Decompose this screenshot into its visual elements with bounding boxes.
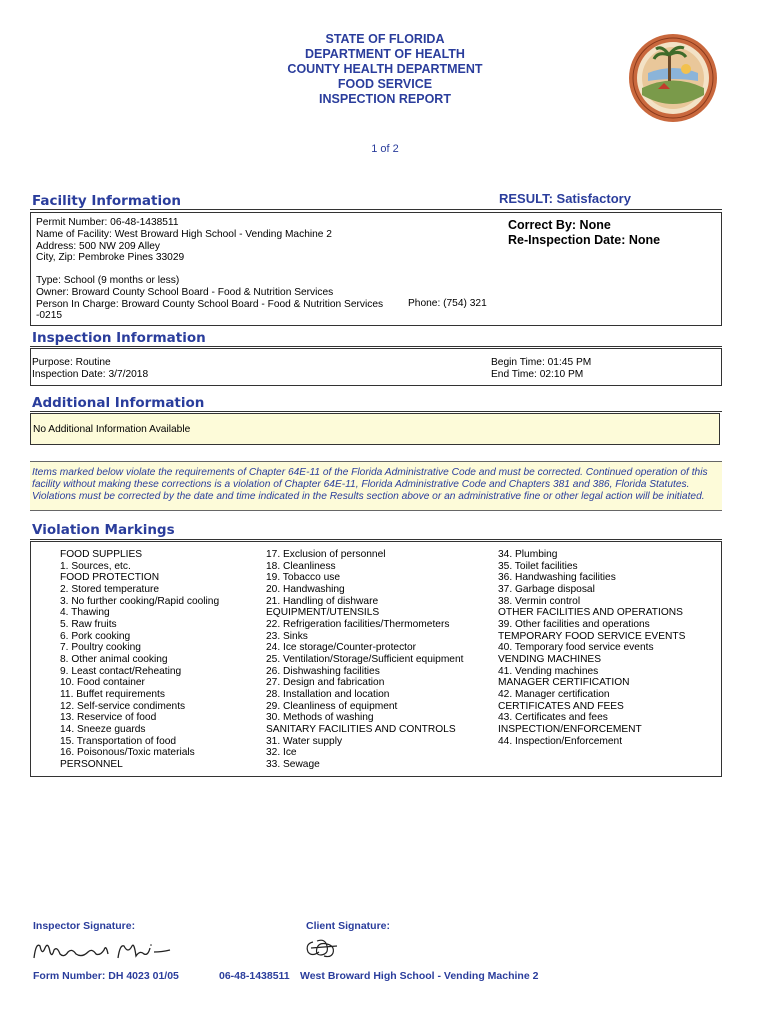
permit-number: Permit Number: 06-48-1438511: [36, 217, 179, 228]
facility-type: Type: School (9 months or less): [36, 275, 180, 286]
correct-by: Correct By: None: [508, 218, 611, 232]
result-status: RESULT: Satisfactory: [499, 191, 631, 206]
header-line: COUNTY HEALTH DEPARTMENT: [287, 62, 483, 76]
notice-line: Violations must be corrected by the date and time indicated in the Results section above or an administrative fine or other legal action will be initiated.: [32, 491, 705, 502]
violation-item: 12. Self-service condiments: [60, 700, 186, 712]
violation-item: 23. Sinks: [266, 630, 308, 642]
violation-item: 15. Transportation of food: [60, 735, 177, 747]
violation-item: 41. Vending machines: [498, 665, 599, 677]
violation-item: OTHER FACILITIES AND OPERATIONS: [498, 607, 683, 619]
form-number: Form Number: DH 4023 01/05: [33, 970, 179, 982]
violation-item: TEMPORARY FOOD SERVICE EVENTS: [498, 630, 686, 642]
violation-item: 9. Least contact/Reheating: [60, 665, 182, 677]
violation-item: 19. Tobacco use: [266, 572, 341, 584]
notice-line: Items marked below violate the requirements of Chapter 64E-11 of the Florida Administrative Code and must be corrected. Continued operation of this: [32, 467, 708, 478]
violation-item: EQUIPMENT/UTENSILS: [266, 607, 380, 619]
violation-item: MANAGER CERTIFICATION: [498, 677, 630, 689]
state-seal-icon: [628, 33, 718, 123]
violation-item: 11. Buffet requirements: [60, 688, 165, 700]
violation-item: 14. Sneeze guards: [60, 723, 146, 735]
violation-item: 35. Toilet facilities: [498, 560, 578, 572]
header-line: DEPARTMENT OF HEALTH: [305, 47, 465, 61]
correction-info: [508, 218, 660, 248]
violation-item: 39. Other facilities and operations: [498, 618, 650, 630]
inspector-signature-label: Inspector Signature:: [33, 920, 136, 932]
violation-item: 43. Certificates and fees: [498, 712, 608, 724]
begin-time: Begin Time: 01:45 PM: [491, 357, 592, 368]
divider: [30, 411, 722, 412]
facility-city: City, Zip: Pembroke Pines 33029: [36, 252, 185, 264]
violation-item: 34. Plumbing: [498, 549, 558, 560]
end-time: End Time: 02:10 PM: [491, 368, 584, 380]
inspection-section-title: Inspection Information: [32, 330, 206, 346]
inspection-details: [32, 357, 148, 381]
violation-item: 24. Ice storage/Counter-protector: [266, 642, 417, 654]
additional-section-title: Additional Information: [32, 395, 205, 411]
violation-item: 10. Food container: [60, 677, 145, 689]
inspection-date: Inspection Date: 3/7/2018: [32, 368, 149, 380]
violation-item: CERTIFICATES AND FEES: [498, 700, 624, 712]
violation-item: 8. Other animal cooking: [60, 653, 168, 665]
violation-item: 13. Reservice of food: [60, 712, 157, 724]
violation-item: 3. No further cooking/Rapid cooling: [60, 595, 220, 607]
violation-item: 42. Manager certification: [498, 688, 610, 700]
facility-address: Address: 500 NW 209 Alley: [36, 240, 161, 252]
violation-item: 20. Handwashing: [266, 583, 345, 595]
violation-column-3: [498, 549, 685, 747]
violation-item: 26. Dishwashing facilities: [266, 665, 380, 677]
divider: [30, 539, 722, 540]
violation-item: 16. Poisonous/Toxic materials: [60, 747, 195, 759]
additional-info-box: [30, 413, 720, 445]
violations-section-title: Violation Markings: [32, 522, 175, 538]
violation-item: 4. Thawing: [60, 607, 110, 619]
violation-item: 44. Inspection/Enforcement: [498, 735, 623, 747]
violation-item: 21. Handling of dishware: [266, 595, 379, 607]
violation-column-1: [60, 549, 219, 770]
violation-item: INSPECTION/ENFORCEMENT: [498, 723, 642, 735]
inspection-purpose: Purpose: Routine: [32, 357, 111, 368]
client-signature-label: Client Signature:: [306, 920, 391, 932]
violation-item: 27. Design and fabrication: [266, 677, 385, 689]
client-signature-icon: [303, 936, 343, 960]
violation-item: 37. Garbage disposal: [498, 583, 595, 595]
reinspection-date: Re-Inspection Date: None: [508, 233, 661, 247]
facility-details: [36, 217, 332, 264]
facility-owner-details: [36, 275, 383, 322]
violation-item: 6. Pork cooking: [60, 630, 131, 642]
person-in-charge: Person In Charge: Broward County School Board - Food & Nutrition Services: [36, 298, 384, 310]
facility-name: Name of Facility: West Broward High School - Vending Machine 2: [36, 228, 332, 240]
violation-item: 1. Sources, etc.: [60, 560, 131, 572]
facility-phone: Phone: (754) 321: [408, 298, 487, 309]
divider: [30, 209, 722, 210]
violation-item: 40. Temporary food service events: [498, 642, 654, 654]
violation-item: FOOD SUPPLIES: [60, 549, 143, 560]
additional-info-text: No Additional Information Available: [33, 424, 191, 435]
violation-column-2: [266, 549, 463, 770]
violation-item: 22. Refrigeration facilities/Thermometers: [266, 618, 450, 630]
facility-owner: Owner: Broward County School Board - Food & Nutrition Services: [36, 286, 334, 298]
violation-item: 5. Raw fruits: [60, 618, 117, 630]
inspector-signature-icon: [30, 936, 175, 966]
inspection-times: [491, 357, 591, 381]
violation-item: 17. Exclusion of personnel: [266, 549, 386, 560]
divider: [30, 346, 722, 347]
page-number: 1 of 2: [371, 143, 399, 155]
footer-facility: West Broward High School - Vending Machine 2: [300, 970, 539, 982]
violation-item: 36. Handwashing facilities: [498, 572, 616, 584]
violation-item: 38. Vermin control: [498, 595, 581, 607]
violation-item: SANITARY FACILITIES AND CONTROLS: [266, 723, 456, 735]
header-line: INSPECTION REPORT: [319, 92, 451, 106]
violation-notice: [30, 461, 722, 511]
header-line: STATE OF FLORIDA: [325, 32, 445, 46]
notice-line: facility without making these corrections is a violation of Chapter 64E-11, Florida Administrative Code and Chapters 381 and 386, Florida Statutes.: [32, 479, 690, 490]
facility-section-title: Facility Information: [32, 193, 181, 209]
violation-item: 18. Cleanliness: [266, 560, 336, 572]
violation-item: 29. Cleanliness of equipment: [266, 700, 398, 712]
violation-item: 7. Poultry cooking: [60, 642, 141, 654]
violation-item: 31. Water supply: [266, 735, 343, 747]
header-line: FOOD SERVICE: [337, 77, 433, 91]
violation-item: 30. Methods of washing: [266, 712, 374, 724]
phone-continued: -0215: [36, 310, 63, 322]
violation-item: 2. Stored temperature: [60, 583, 160, 595]
violation-item: FOOD PROTECTION: [60, 572, 160, 584]
violation-item: 32. Ice: [266, 747, 297, 759]
violation-item: 33. Sewage: [266, 758, 320, 770]
violation-item: 28. Installation and location: [266, 688, 390, 700]
violation-item: 25. Ventilation/Storage/Sufficient equipment: [266, 653, 464, 665]
violation-item: VENDING MACHINES: [498, 653, 602, 665]
violation-item: PERSONNEL: [60, 758, 123, 770]
footer-permit: 06-48-1438511: [219, 970, 290, 982]
